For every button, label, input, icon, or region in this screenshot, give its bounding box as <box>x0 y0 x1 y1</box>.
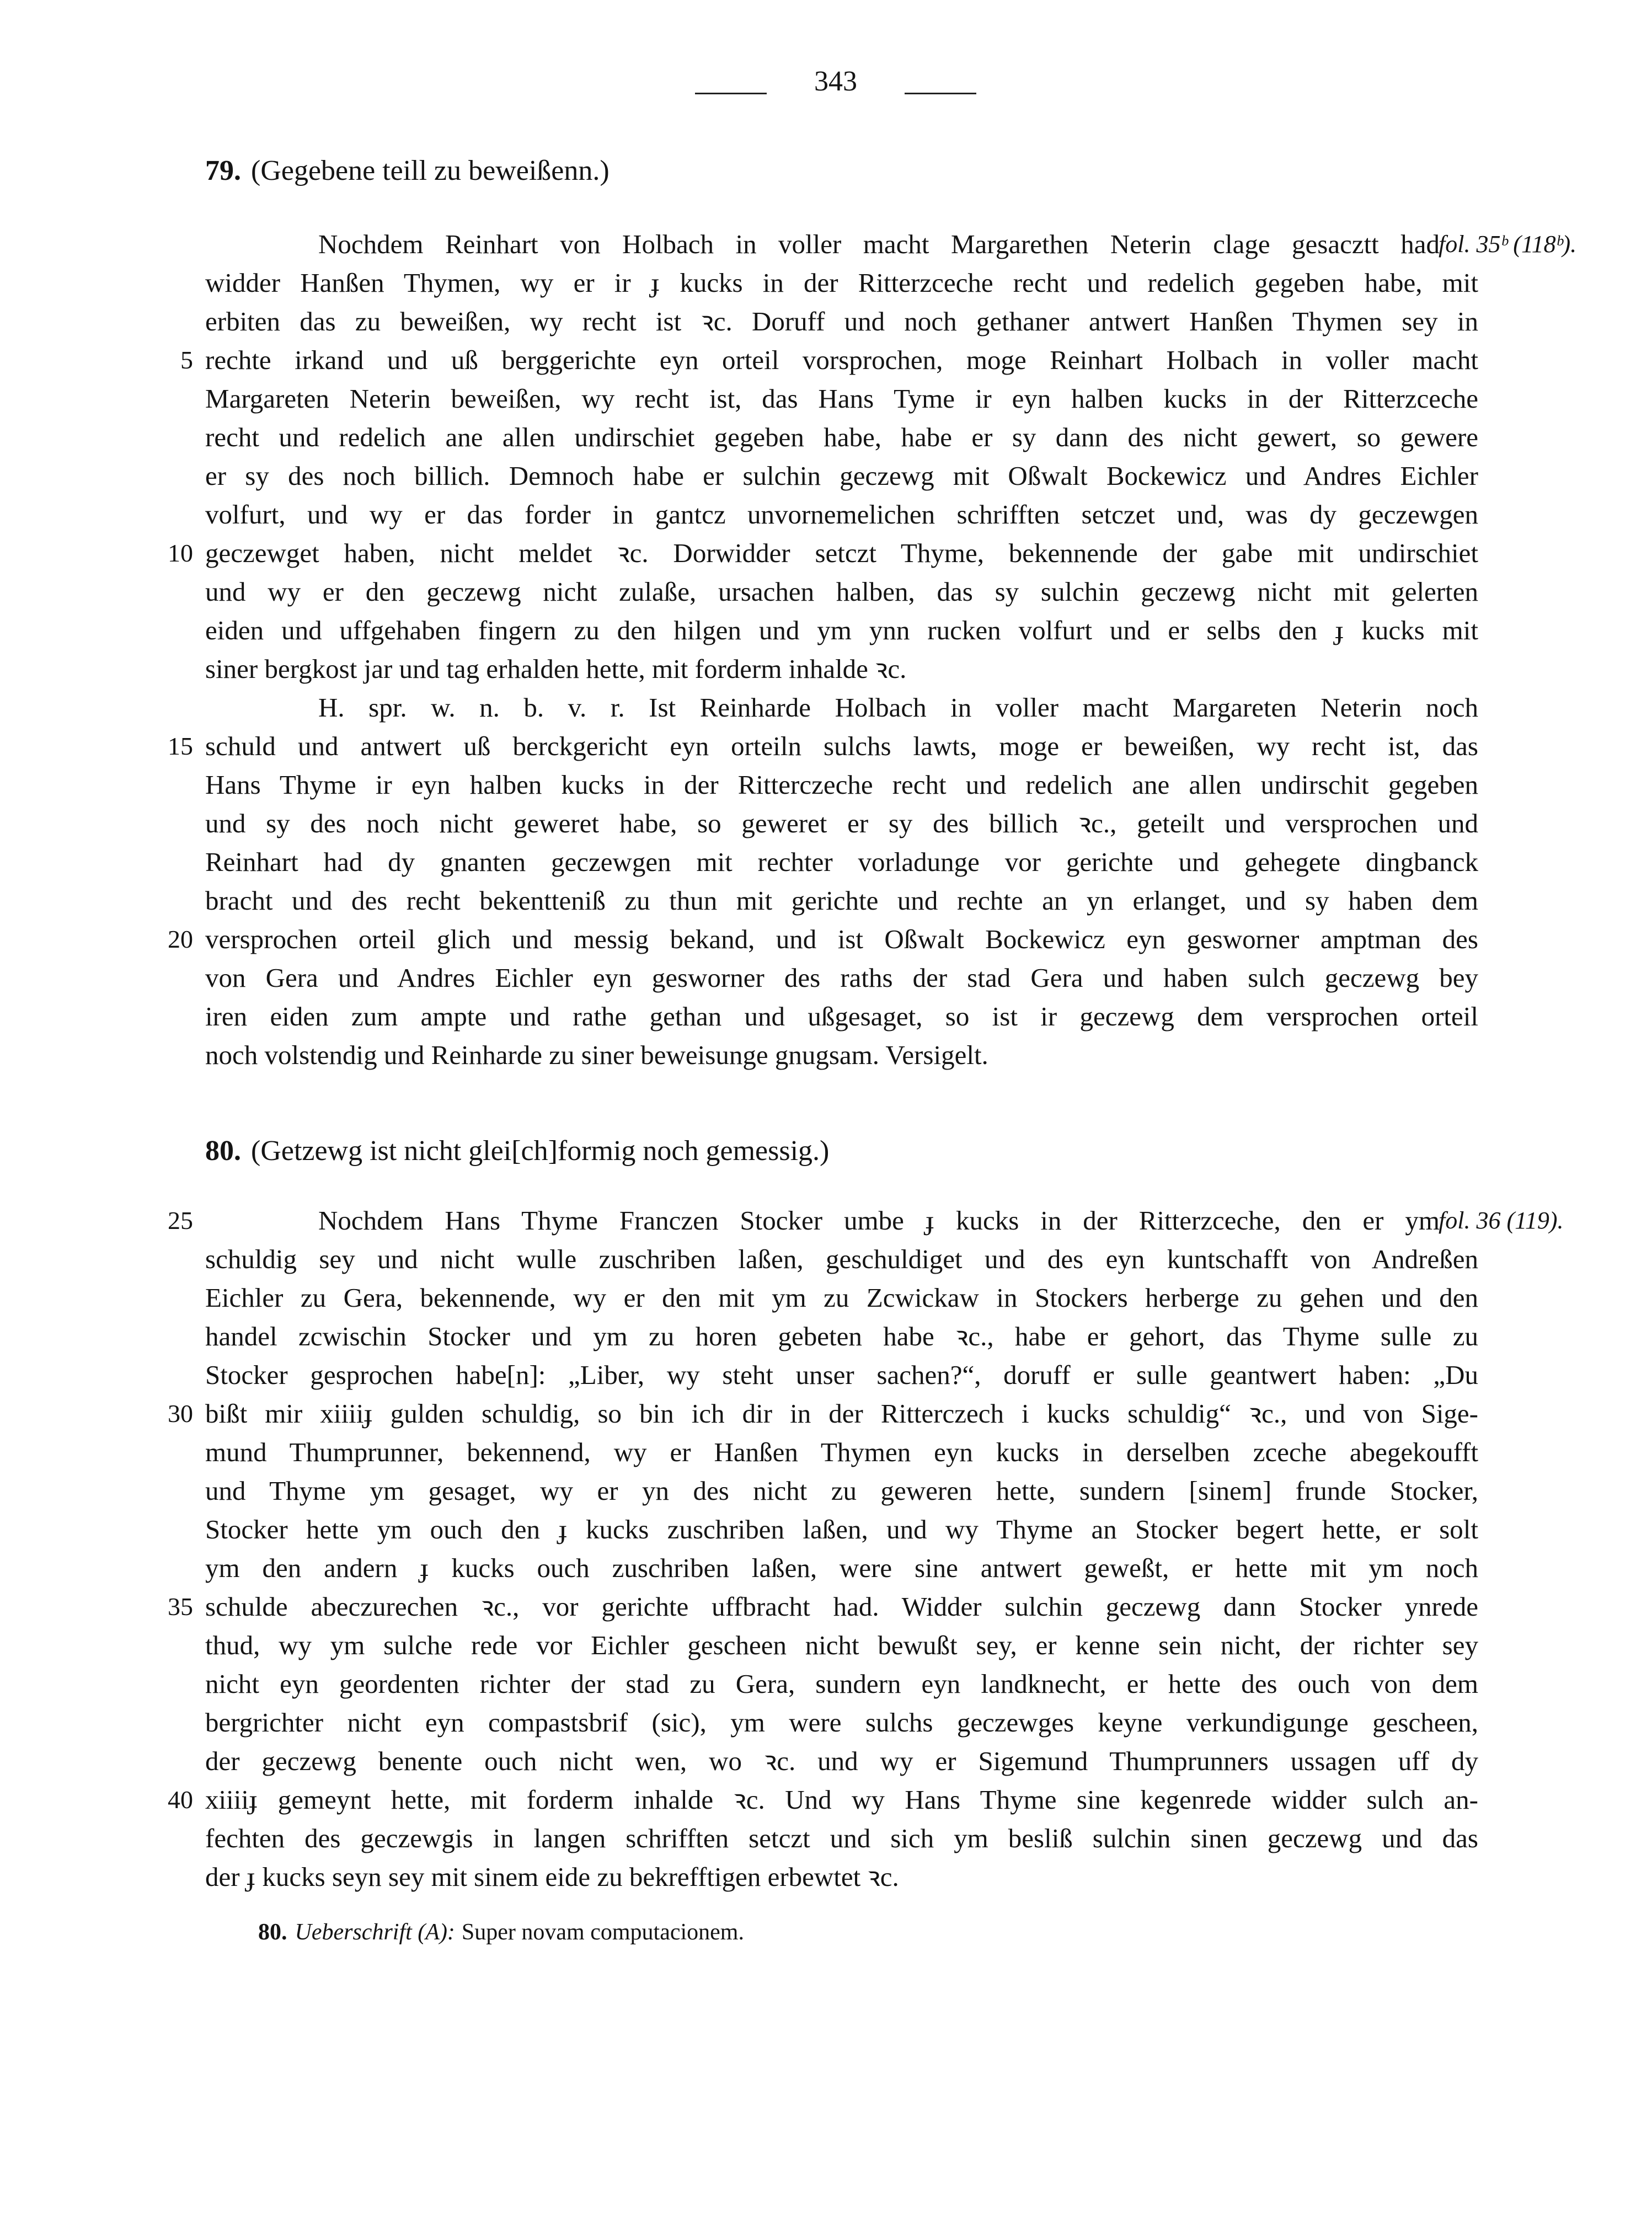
footnote <box>258 1913 744 1952</box>
text-line: xiiiiɟ gemeynt hette, mit forderm inhalde ꝛc. Und wy Hans Thyme sine kegenrede widder sulch an- <box>205 1784 1478 1815</box>
page-header <box>0 65 1652 109</box>
text-line: der ɟ kucks seyn sey mit sinem eide zu bekrefftigen erbewtet ꝛc. <box>205 1862 899 1892</box>
text-line: geczewget haben, nicht meldet ꝛc. Dorwidder setczt Thyme, bekennende der gabe mit undirschiet <box>205 538 1478 568</box>
text-line: nicht eyn geordenten richter der stad zu Gera, sundern eyn landknecht, er hette des ouch von dem <box>205 1669 1478 1699</box>
text-line: schuldig sey und nicht wulle zuschriben laßen, geschuldiget und des eyn kuntschafft von Andreßen <box>205 1244 1478 1274</box>
text-line: Stocker gesprochen habe[n]: „Liber, wy steht unser sachen?“, doruff er sulle geantwert haben: „Du <box>205 1360 1478 1390</box>
text-line: eiden und uffgehaben fingern zu den hilgen und ym ynn rucken volfurt und er selbs den ɟ kucks mit <box>205 615 1478 645</box>
text-line: iren eiden zum ampte und rathe gethan und ußgesaget, so ist ir geczewg dem versprochen orteil <box>205 1001 1478 1031</box>
text-line: der geczewg benente ouch nicht wen, wo ꝛc. und wy er Sigemund Thumprunners ussagen uff dy <box>205 1746 1478 1776</box>
line-number: 20 <box>168 925 193 953</box>
section-title: (Getzewg ist nicht glei[ch]formig noch gemessig.) <box>251 1135 830 1167</box>
text-line: Stocker hette ym ouch den ɟ kucks zuschriben laßen, und wy Thyme an Stocker begert hette, er solt <box>205 1514 1478 1544</box>
line-number: 35 <box>168 1592 193 1621</box>
margin-folio-note: fol. 35ᵇ (118ᵇ). <box>1439 231 1577 258</box>
text-line: siner bergkost jar und tag erhalden hette, mit forderm inhalde ꝛc. <box>205 654 907 684</box>
text-line: Margareten Neterin beweißen, wy recht ist, das Hans Tyme ir eyn halben kucks in der Ritterzceche <box>205 383 1478 414</box>
text-line: bergrichter nicht eyn compastsbrif (sic), ym were sulchs geczewges keyne verkundigunge gescheen, <box>205 1707 1478 1738</box>
text-line: bracht und des recht bekentteniß zu thun mit gerichte und rechte an yn erlanget, und sy haben dem <box>205 885 1478 916</box>
text-line: fechten des geczewgis in langen schrifften setczt und sich ym besliß sulchin sinen geczewg und das <box>205 1823 1478 1853</box>
footnote-number: 80. <box>258 1920 287 1945</box>
text-line: Nochdem Hans Thyme Franczen Stocker umbe ɟ kucks in der Ritterzceche, den er ym <box>318 1205 1440 1236</box>
header-rule-right <box>905 93 976 94</box>
text-line: und wy er den geczewg nicht zulaße, ursachen halben, das sy sulchin geczewg nicht mit gelerten <box>205 576 1478 607</box>
section-heading <box>205 1132 829 1170</box>
text-line: von Gera und Andres Eichler eyn gesworner des raths der stad Gera und haben sulch geczewg bey <box>205 963 1478 993</box>
text-line: Eichler zu Gera, bekennende, wy er den mit ym zu Zcwickaw in Stockers herberge zu gehen und den <box>205 1282 1478 1313</box>
footnote-text: Super novam computacionem. <box>461 1920 744 1945</box>
section-title: (Gegebene teill zu beweißenn.) <box>251 155 610 186</box>
text-line: Nochdem Reinhart von Holbach in voller macht Margarethen Neterin clage gesacztt had <box>318 229 1440 259</box>
line-number: 40 <box>168 1786 193 1814</box>
text-line: handel zcwischin Stocker und ym zu horen gebeten habe ꝛc., habe er gehort, das Thyme sulle zu <box>205 1321 1478 1351</box>
text-line: noch volstendig und Reinharde zu siner beweisunge gnugsam. Versigelt. <box>205 1040 988 1070</box>
text-line: und sy des noch nicht geweret habe, so geweret er sy des billich ꝛc., geteilt und versprochen und <box>205 808 1478 838</box>
text-line: volfurt, und wy er das forder in gantcz unvornemelichen schrifften setczet und, was dy geczewgen <box>205 499 1478 530</box>
line-number: 30 <box>168 1399 193 1428</box>
line-number: 25 <box>168 1206 193 1234</box>
section-heading <box>205 152 610 190</box>
section-number: 80. <box>205 1135 241 1167</box>
section-number: 79. <box>205 155 241 186</box>
text-line: thud, wy ym sulche rede vor Eichler gescheen nicht bewußt sey, er kenne sein nicht, der richter sey <box>205 1630 1478 1660</box>
footnote-label: Ueberschrift (A): <box>295 1920 455 1945</box>
text-line: rechte irkand und uß berggerichte eyn orteil vorsprochen, moge Reinhart Holbach in voller macht <box>205 345 1478 375</box>
page-number: 343 <box>814 66 857 97</box>
text-line: H. spr. w. n. b. v. r. Ist Reinharde Holbach in voller macht Margareten Neterin noch <box>318 692 1478 723</box>
line-number: 10 <box>168 539 193 567</box>
text-line: schuld und antwert uß berckgericht eyn orteiln sulchs lawts, moge er beweißen, wy recht ist, das <box>205 731 1478 761</box>
line-number: 15 <box>168 732 193 760</box>
header-rule-left <box>695 93 767 94</box>
text-line: er sy des noch billich. Demnoch habe er sulchin geczewg mit Oßwalt Bockewicz und Andres Eichler <box>205 461 1478 491</box>
text-line: recht und redelich ane allen undirschiet gegeben habe, habe er sy dann des nicht gewert, so gewere <box>205 422 1478 452</box>
text-line: schulde abeczurechen ꝛc., vor gerichte uffbracht had. Widder sulchin geczewg dann Stocker ynrede <box>205 1591 1478 1622</box>
text-line: bißt mir xiiiiɟ gulden schuldig, so bin ich dir in der Ritterczech i kucks schuldig“ ꝛc., und von Sige- <box>205 1398 1478 1429</box>
text-line: mund Thumprunner, bekennend, wy er Hanßen Thymen eyn kucks in derselben zceche abegekoufft <box>205 1437 1478 1467</box>
text-line: Hans Thyme ir eyn halben kucks in der Ritterczeche recht und redelich ane allen undirschit gegeben <box>205 769 1478 800</box>
text-line: versprochen orteil glich und messig bekand, und ist Oßwalt Bockewicz eyn gesworner amptman des <box>205 924 1478 954</box>
line-number: 5 <box>180 346 193 374</box>
text-line: und Thyme ym gesaget, wy er yn des nicht zu geweren hette, sundern [sinem] frunde Stocker, <box>205 1476 1478 1506</box>
text-line: Reinhart had dy gnanten geczewgen mit rechter vorladunge vor gerichte und gehegete dingbanck <box>205 847 1478 877</box>
text-line: ym den andern ɟ kucks ouch zuschriben laßen, were sine antwert geweßt, er hette mit ym noch <box>205 1553 1478 1583</box>
text-line: widder Hanßen Thymen, wy er ir ɟ kucks in der Ritterzceche recht und redelich gegeben habe, mit <box>205 268 1478 298</box>
margin-folio-note: fol. 36 (119). <box>1439 1207 1564 1234</box>
text-line: erbiten das zu beweißen, wy recht ist ꝛc. Doruff und noch gethaner antwert Hanßen Thymen sey in <box>205 306 1478 336</box>
